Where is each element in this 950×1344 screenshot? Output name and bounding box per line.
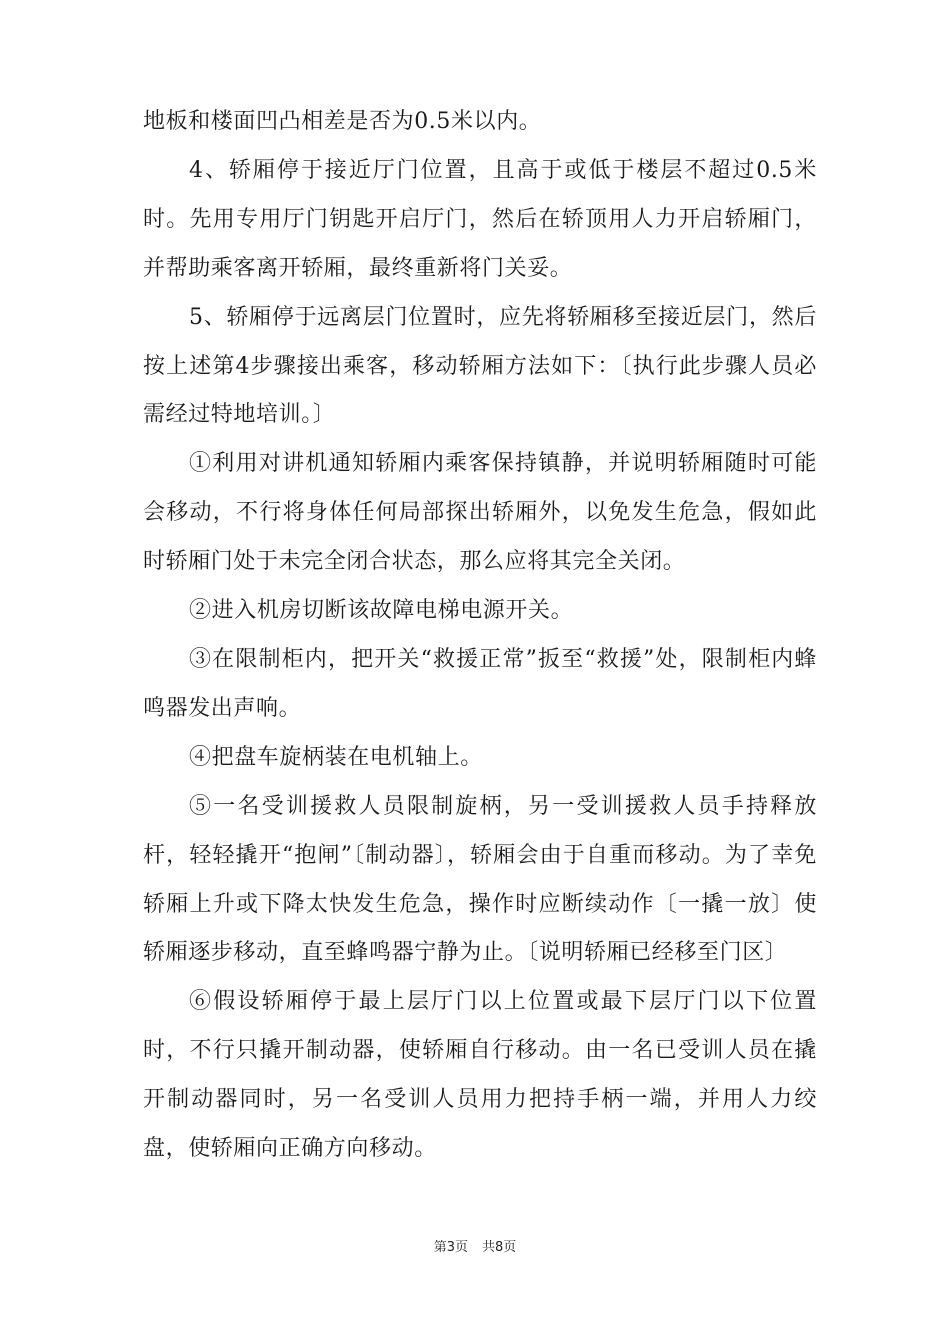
- page-number-total: 共8页: [482, 1240, 517, 1255]
- paragraph-substep-2: ②进入机房切断该故障电梯电源开关。: [189, 598, 574, 624]
- paragraph-step-4: 4、轿厢停于接近厅门位置，且高于或低于楼层不超过0.5米时。先用专用厅门钥匙开启厅门，然后在轿顶用人力开启轿厢门，并帮助乘客离开轿厢，最终重新将门关妥。: [143, 157, 817, 281]
- paragraph-substep-1: ①利用对讲机通知轿厢内乘客保持镇静，并说明轿厢随时可能会移动，不行将身体任何局部探出轿厢外，以免发生危急，假如此时轿厢门处于未完全闭合状态，那么应将其完全关闭。: [143, 451, 817, 575]
- paragraph-substep-5: ⑤一名受训援救人员限制旋柄，另一受训援救人员手持释放杆，轻轻撬开“抱闸”〔制动器〕，轿厢会由于自重而移动。为了幸免轿厢上升或下降太快发生危急，操作时应断续动作〔一撬一放〕使轿厢逐步移动，直至蜂鸣器宁静为止。〔说明轿厢已经移至门区〕: [143, 793, 817, 966]
- paragraph-continuation: 地板和楼面凹凸相差是否为0.5米以内。: [143, 109, 542, 134]
- paragraph-step-5: 5、轿厢停于远离层门位置时，应先将轿厢移至接近层门，然后按上述第4步骤接出乘客，移动轿厢方法如下：〔执行此步骤人员必需经过特地培训。〕: [143, 304, 817, 428]
- paragraph-substep-3: ③在限制柜内，把开关“救援正常”扳至“救援”处，限制柜内蜂鸣器发出声响。: [143, 646, 817, 721]
- page-footer: [0, 1236, 950, 1255]
- paragraph-substep-4: ④把盘车旋柄装在电机轴上。: [189, 744, 483, 770]
- page-number-current: 第3页: [433, 1240, 468, 1255]
- paragraph-substep-6: ⑥假设轿厢停于最上层厅门以上位置或最下层厅门以下位置时，不行只撬开制动器，使轿厢自行移动。由一名已受训人员在撬开制动器同时，另一名受训人员用力把持手柄一端，并用人力绞盘，使轿厢向正确方向移动。: [143, 989, 817, 1162]
- document-body: [143, 98, 817, 1174]
